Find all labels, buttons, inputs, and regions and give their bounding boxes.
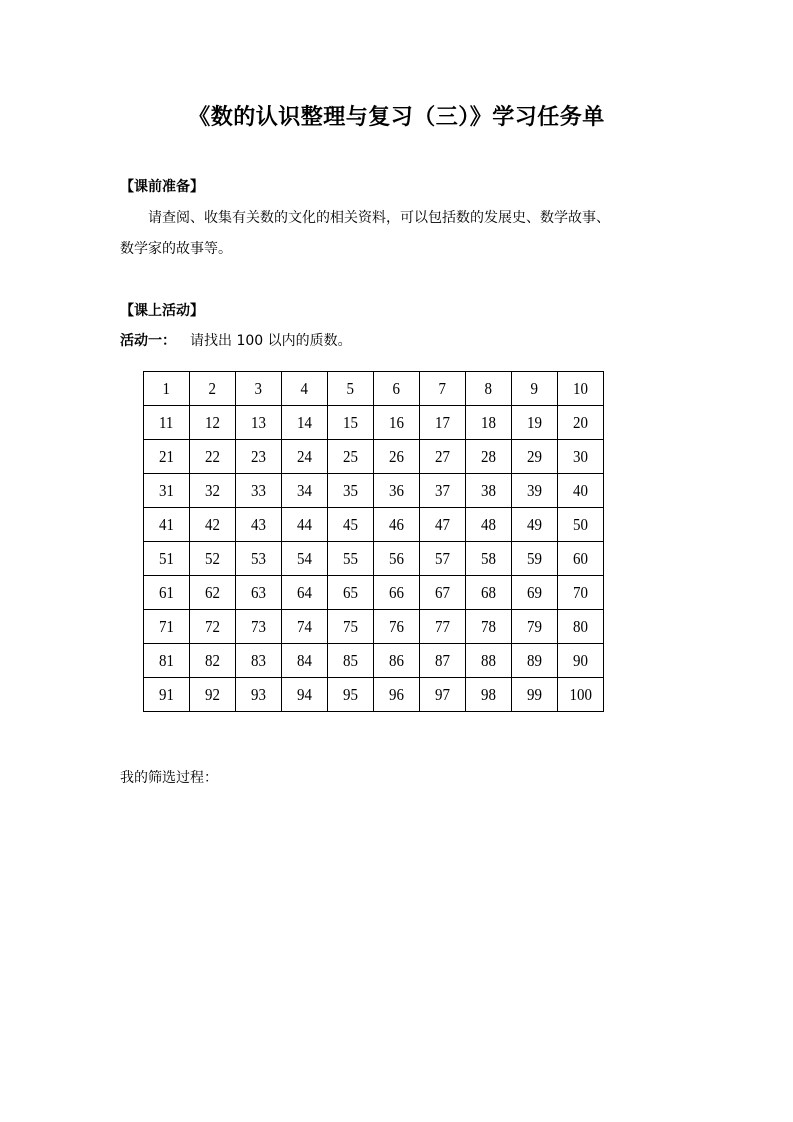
grid-cell-number: 2 [208, 378, 217, 398]
grid-cell-number: 62 [205, 582, 220, 602]
grid-cell [420, 610, 466, 644]
grid-cell-number: 13 [251, 412, 266, 432]
grid-cell [282, 610, 328, 644]
grid-cell [420, 678, 466, 712]
grid-cell [512, 542, 558, 576]
grid-cell-number: 50 [573, 514, 588, 534]
grid-cell [466, 644, 512, 678]
grid-cell [282, 576, 328, 610]
grid-cell-number: 58 [481, 548, 496, 568]
grid-row [144, 644, 604, 678]
grid-cell [328, 508, 374, 542]
grid-cell-number: 81 [159, 650, 174, 670]
grid-cell [282, 542, 328, 576]
grid-cell [282, 372, 328, 406]
grid-cell [236, 542, 282, 576]
grid-cell-number: 74 [297, 616, 312, 636]
grid-cell [466, 542, 512, 576]
grid-cell [374, 678, 420, 712]
grid-cell-number: 63 [251, 582, 266, 602]
grid-cell [236, 440, 282, 474]
grid-cell [512, 474, 558, 508]
grid-cell-number: 94 [297, 684, 312, 704]
grid-cell [328, 576, 374, 610]
grid-row [144, 508, 604, 542]
grid-cell [512, 372, 558, 406]
grid-row [144, 576, 604, 610]
grid-cell-number: 56 [389, 548, 404, 568]
grid-cell-number: 21 [159, 446, 174, 466]
grid-cell [374, 406, 420, 440]
grid-row [144, 406, 604, 440]
grid-cell [236, 372, 282, 406]
grid-cell [420, 474, 466, 508]
grid-cell-number: 20 [573, 412, 588, 432]
grid-cell [190, 542, 236, 576]
grid-cell-number: 70 [573, 582, 588, 602]
grid-cell [236, 678, 282, 712]
grid-cell-number: 86 [389, 650, 404, 670]
grid-cell [558, 508, 604, 542]
grid-cell-number: 33 [251, 480, 266, 500]
grid-cell [374, 644, 420, 678]
grid-cell [144, 678, 190, 712]
grid-cell-number: 82 [205, 650, 220, 670]
grid-cell-number: 68 [481, 582, 496, 602]
grid-cell-number: 64 [297, 582, 312, 602]
grid-cell [420, 440, 466, 474]
grid-cell [144, 406, 190, 440]
grid-cell [374, 474, 420, 508]
grid-cell-number: 60 [573, 548, 588, 568]
grid-cell [374, 610, 420, 644]
grid-cell [558, 644, 604, 678]
grid-cell [374, 440, 420, 474]
grid-row [144, 610, 604, 644]
grid-cell [466, 440, 512, 474]
grid-cell [558, 406, 604, 440]
grid-cell-number: 87 [435, 650, 450, 670]
prep-heading: 【课前准备】 [120, 179, 204, 195]
grid-cell [190, 372, 236, 406]
grid-cell-number: 24 [297, 446, 312, 466]
grid-cell [190, 644, 236, 678]
grid-cell-number: 52 [205, 548, 220, 568]
grid-cell [236, 474, 282, 508]
grid-cell-number: 69 [527, 582, 542, 602]
grid-cell-number: 93 [251, 684, 266, 704]
grid-cell [144, 610, 190, 644]
grid-cell [558, 678, 604, 712]
grid-cell [144, 372, 190, 406]
grid-cell [236, 644, 282, 678]
grid-cell [144, 576, 190, 610]
grid-cell-number: 23 [251, 446, 266, 466]
page-title: 《数的认识整理与复习（三）》学习任务单 [188, 105, 605, 130]
grid-cell [328, 474, 374, 508]
grid-cell [282, 678, 328, 712]
grid-cell [144, 644, 190, 678]
grid-cell-number: 71 [159, 616, 174, 636]
grid-cell-number: 26 [389, 446, 404, 466]
grid-cell-number: 3 [254, 378, 263, 398]
grid-cell-number: 43 [251, 514, 266, 534]
grid-cell [466, 576, 512, 610]
grid-cell-number: 83 [251, 650, 266, 670]
grid-cell [190, 406, 236, 440]
grid-cell-number: 48 [481, 514, 496, 534]
grid-cell-number: 39 [527, 480, 542, 500]
grid-cell-number: 57 [435, 548, 450, 568]
grid-cell-number: 38 [481, 480, 496, 500]
grid-cell [466, 406, 512, 440]
sieve-process-label: 我的筛选过程： [120, 770, 218, 786]
grid-cell-number: 88 [481, 650, 496, 670]
grid-cell-number: 42 [205, 514, 220, 534]
activity-1 [120, 330, 352, 350]
grid-cell [558, 610, 604, 644]
grid-cell [512, 576, 558, 610]
grid-cell-number: 10 [573, 378, 588, 398]
grid-cell [512, 406, 558, 440]
grid-cell [420, 406, 466, 440]
grid-cell [512, 644, 558, 678]
grid-cell-number: 34 [297, 480, 312, 500]
grid-cell-number: 76 [389, 616, 404, 636]
grid-cell-number: 72 [205, 616, 220, 636]
grid-cell-number: 91 [159, 684, 174, 704]
grid-cell-number: 7 [438, 378, 447, 398]
grid-cell [328, 678, 374, 712]
grid-cell-number: 66 [389, 582, 404, 602]
grid-row [144, 542, 604, 576]
grid-cell-number: 22 [205, 446, 220, 466]
grid-row [144, 474, 604, 508]
grid-cell [328, 406, 374, 440]
grid-cell [558, 542, 604, 576]
grid-cell [420, 372, 466, 406]
grid-cell [282, 406, 328, 440]
activity-1-label: 活动一： [120, 333, 176, 349]
grid-cell-number: 95 [343, 684, 358, 704]
grid-cell-number: 15 [343, 412, 358, 432]
grid-cell-number: 30 [573, 446, 588, 466]
grid-cell [190, 610, 236, 644]
grid-cell [420, 576, 466, 610]
prep-paragraph-line-2: 数学家的故事等。 [120, 241, 232, 257]
grid-cell [236, 610, 282, 644]
grid-cell-number: 89 [527, 650, 542, 670]
grid-cell-number: 100 [569, 684, 592, 704]
grid-cell-number: 4 [300, 378, 309, 398]
grid-cell-number: 17 [435, 412, 450, 432]
grid-cell [190, 508, 236, 542]
grid-cell-number: 67 [435, 582, 450, 602]
grid-cell-number: 40 [573, 480, 588, 500]
grid-cell [282, 644, 328, 678]
grid-cell [144, 508, 190, 542]
grid-cell [558, 372, 604, 406]
grid-cell-number: 85 [343, 650, 358, 670]
grid-cell-number: 1 [162, 378, 171, 398]
grid-cell-number: 77 [435, 616, 450, 636]
grid-cell-number: 90 [573, 650, 588, 670]
grid-cell [328, 542, 374, 576]
grid-cell-number: 92 [205, 684, 220, 704]
grid-cell-number: 35 [343, 480, 358, 500]
grid-cell-number: 96 [389, 684, 404, 704]
grid-cell-number: 98 [481, 684, 496, 704]
grid-cell-number: 31 [159, 480, 174, 500]
grid-cell-number: 49 [527, 514, 542, 534]
grid-cell-number: 51 [159, 548, 174, 568]
grid-cell-number: 41 [159, 514, 174, 534]
grid-cell-number: 32 [205, 480, 220, 500]
grid-cell-number: 53 [251, 548, 266, 568]
grid-cell-number: 99 [527, 684, 542, 704]
grid-cell [144, 542, 190, 576]
grid-cell-number: 37 [435, 480, 450, 500]
grid-cell [466, 678, 512, 712]
grid-cell-number: 8 [484, 378, 493, 398]
grid-cell [512, 678, 558, 712]
grid-cell [190, 678, 236, 712]
grid-cell-number: 18 [481, 412, 496, 432]
grid-cell [374, 372, 420, 406]
grid-cell-number: 27 [435, 446, 450, 466]
grid-cell-number: 84 [297, 650, 312, 670]
hundred-number-grid [143, 371, 604, 712]
grid-cell [512, 610, 558, 644]
grid-cell-number: 12 [205, 412, 220, 432]
grid-cell [328, 372, 374, 406]
grid-cell-number: 59 [527, 548, 542, 568]
grid-cell-number: 16 [389, 412, 404, 432]
grid-cell [236, 406, 282, 440]
grid-row [144, 440, 604, 474]
grid-cell-number: 11 [159, 412, 174, 432]
grid-cell [420, 644, 466, 678]
grid-cell-number: 73 [251, 616, 266, 636]
grid-cell-number: 61 [159, 582, 174, 602]
grid-cell-number: 14 [297, 412, 312, 432]
grid-cell [282, 508, 328, 542]
grid-cell [190, 474, 236, 508]
grid-cell [282, 440, 328, 474]
grid-row [144, 678, 604, 712]
grid-cell [328, 644, 374, 678]
grid-cell [328, 610, 374, 644]
in-class-heading: 【课上活动】 [120, 303, 204, 319]
activity-1-text: 请找出 100 以内的质数。 [190, 333, 352, 349]
grid-cell-number: 97 [435, 684, 450, 704]
grid-cell [236, 576, 282, 610]
grid-cell [512, 440, 558, 474]
grid-cell-number: 29 [527, 446, 542, 466]
grid-cell-number: 6 [392, 378, 401, 398]
grid-cell [282, 474, 328, 508]
grid-cell [190, 440, 236, 474]
grid-cell-number: 79 [527, 616, 542, 636]
grid-cell [466, 508, 512, 542]
grid-cell-number: 80 [573, 616, 588, 636]
grid-cell-number: 19 [527, 412, 542, 432]
grid-cell [190, 576, 236, 610]
grid-cell [558, 474, 604, 508]
grid-row [144, 372, 604, 406]
grid-cell [328, 440, 374, 474]
grid-cell [374, 508, 420, 542]
grid-cell [236, 508, 282, 542]
grid-cell-number: 9 [530, 378, 539, 398]
prep-paragraph-line-1: 请查阅、收集有关数的文化的相关资料，可以包括数的发展史、数学故事、 [148, 210, 610, 226]
grid-cell-number: 25 [343, 446, 358, 466]
grid-cell-number: 36 [389, 480, 404, 500]
grid-cell [144, 440, 190, 474]
grid-cell [374, 576, 420, 610]
grid-cell-number: 28 [481, 446, 496, 466]
grid-cell [466, 372, 512, 406]
grid-cell [558, 576, 604, 610]
grid-cell-number: 45 [343, 514, 358, 534]
grid-cell-number: 47 [435, 514, 450, 534]
grid-cell-number: 75 [343, 616, 358, 636]
grid-cell-number: 78 [481, 616, 496, 636]
grid-cell [374, 542, 420, 576]
grid-cell [466, 474, 512, 508]
grid-cell-number: 46 [389, 514, 404, 534]
grid-cell-number: 44 [297, 514, 312, 534]
grid-cell-number: 54 [297, 548, 312, 568]
grid-cell [420, 508, 466, 542]
grid-cell [512, 508, 558, 542]
grid-cell [558, 440, 604, 474]
grid-cell [466, 610, 512, 644]
grid-cell-number: 65 [343, 582, 358, 602]
grid-cell [144, 474, 190, 508]
grid-cell-number: 55 [343, 548, 358, 568]
grid-cell [420, 542, 466, 576]
grid-cell-number: 5 [346, 378, 355, 398]
